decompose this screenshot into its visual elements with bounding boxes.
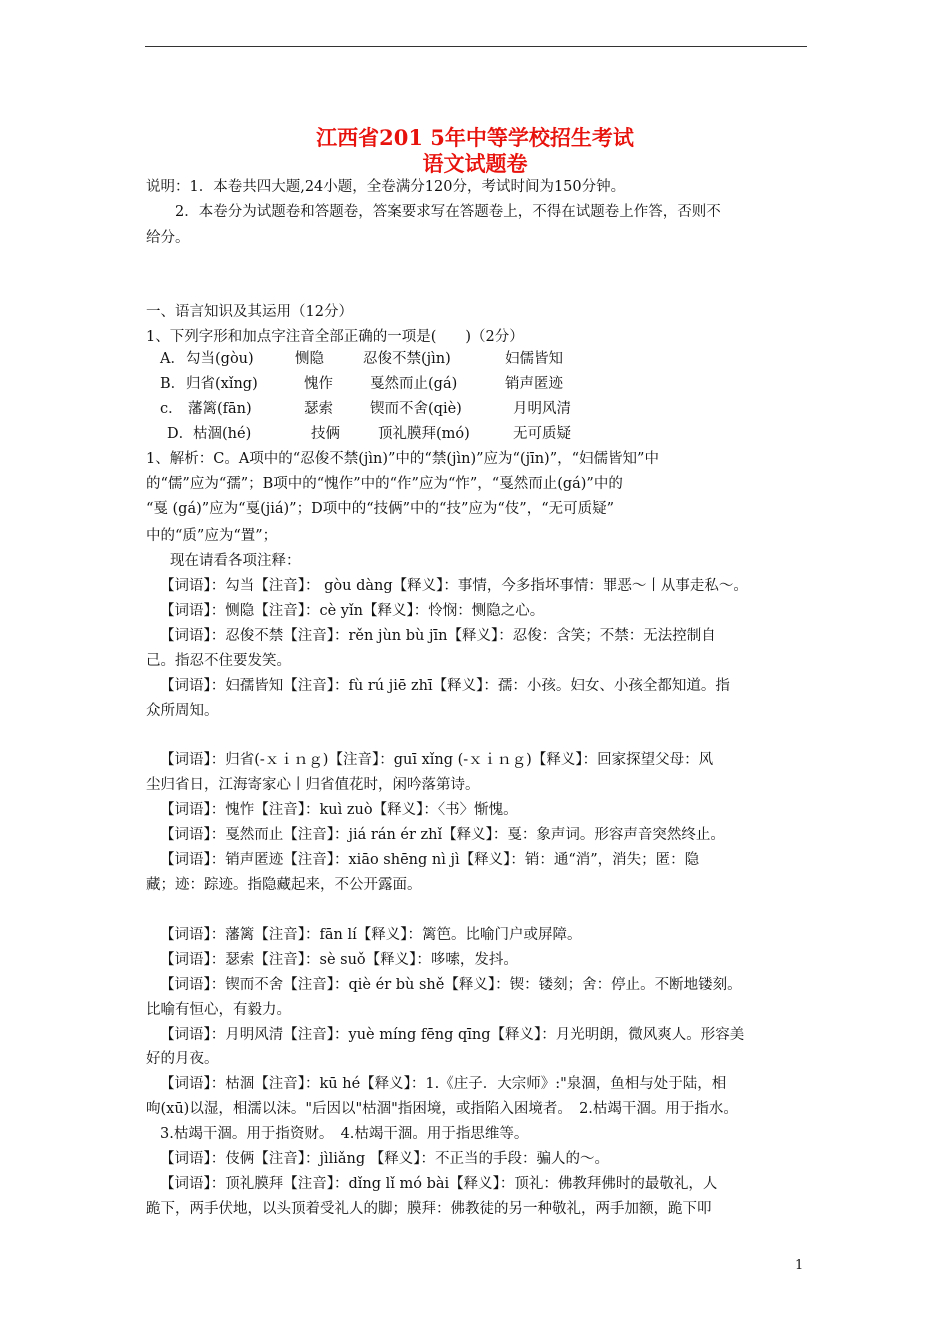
glossary-line: 【词语】：销声匿迹【注音】：xiāo shēng nì jì【释义】：销：通“消”，消失；匿：隐 [160, 852, 700, 868]
option-label: D． [167, 426, 194, 442]
glossary-line: 【词语】：顶礼膜拜【注音】：dǐng lǐ mó bài【释义】：顶礼：佛教拜佛时的最敬礼，人 [160, 1176, 718, 1192]
glossary-line: 己。指忍不住要发笑。 [146, 653, 291, 669]
glossary-line: 呴(xū)以湿，相濡以沫。"后因以"枯涸"指困境，或指陷入困境者。 2.枯竭干涸。用于指水。 [146, 1101, 738, 1117]
instruction-line: 给分。 [146, 230, 190, 246]
glossary-line: 好的月夜。 [146, 1051, 219, 1067]
exam-subtitle: 语文试题卷 [422, 151, 528, 176]
glossary-line: 【词语】：伎俩【注音】：jìliǎng 【释义】：不正当的手段：骗人的～。 [160, 1151, 610, 1167]
analysis-line: 的“儒”应为“孺”；B项中的“愧作”中的“作”应为“怍”，“戛然而止(gá)”中的 [146, 476, 623, 492]
option-item: 愧作 [304, 376, 333, 392]
question-stem: 1、下列字形和加点字注音全部正确的一项是( )（2分） [146, 329, 524, 345]
glossary-line: 众所周知。 [146, 703, 219, 719]
glossary-line: 【词语】：锲而不舍【注音】：qiè ér bù shě【释义】：锲：镂刻；舍：停止。不断地镂刻。 [160, 977, 742, 993]
instruction-line: 2．本卷分为试题卷和答题卷，答案要求写在答题卷上，不得在试题卷上作答，否则不 [175, 204, 721, 220]
option-item: 归省(xǐng) [186, 376, 258, 392]
option-item: 月明风清 [513, 401, 571, 417]
glossary-line: 【词语】：枯涸【注音】：kū hé【释义】：1.《庄子．大宗师》:"泉涸，鱼相与处于陆，相 [160, 1076, 727, 1092]
option-item: 瑟索 [304, 401, 333, 417]
glossary-line: 【词语】：忍俊不禁【注音】：rěn jùn bù jīn【释义】：忍俊：含笑；不禁：无法控制自 [160, 628, 716, 644]
glossary-line: 【词语】：恻隐【注音】：cè yǐn【释义】：怜悯：恻隐之心。 [160, 603, 545, 619]
glossary-line: 【词语】：藩篱【注音】：fān lí【释义】：篱笆。比喻门户或屏障。 [160, 927, 582, 943]
option-item: 枯涸(hé) [193, 426, 252, 442]
option-label: A． [160, 351, 185, 367]
option-label: c． [160, 401, 183, 417]
page-number: 1 [795, 1258, 804, 1273]
option-item: 藩篱(fān) [188, 401, 252, 417]
glossary-line: 3.枯竭干涸。用于指资财。 4.枯竭干涸。用于指思维等。 [160, 1126, 529, 1142]
glossary-line: 跪下，两手伏地，以头顶着受礼人的脚；膜拜：佛教徒的另一种敬礼，两手加额，跪下叩 [146, 1201, 712, 1217]
option-item: 戛然而止(gá) [370, 376, 458, 392]
option-item: 技俩 [311, 426, 340, 442]
glossary-line: 藏；迹：踪迹。指隐藏起来，不公开露面。 [146, 877, 422, 893]
glossary-line: 【词语】：归省(-ｘｉｎｇ)【注音】：guī xǐng (-ｘｉｎｇ)【释义】：回家探望父母：风 [160, 752, 714, 768]
glossary-line: 【词语】：瑟索【注音】：sè suǒ【释义】：哆嗦，发抖。 [160, 952, 518, 968]
analysis-line: 中的“质”应为“置”； [146, 528, 278, 544]
option-label: B． [160, 376, 186, 392]
option-item: 无可质疑 [513, 426, 571, 442]
glossary-line: 【词语】：戛然而止【注音】：jiá rán ér zhǐ【释义】：戛：象声词。形容声音突然终止。 [160, 827, 725, 843]
option-item: 勾当(gòu) [186, 351, 254, 367]
glossary-line: 【词语】：妇孺皆知【注音】：fù rú jiē zhī【释义】：孺：小孩。妇女、小孩全都知道。指 [160, 678, 730, 694]
header-rule [145, 46, 807, 47]
analysis-line: “戛 (gá)”应为“戛(jiá)”；D项中的“技俩”中的“技”应为“伎”，“无可质疑” [146, 501, 615, 517]
instruction-line: 说明：1．本卷共四大题,24小题，全卷满分120分，考试时间为150分钟。 [146, 179, 626, 195]
glossary-line: 尘归省日，江海寄家心丨归省值花时，闲吟落第诗。 [146, 777, 480, 793]
option-item: 恻隐 [295, 351, 324, 367]
section-heading: 一、语言知识及其运用（12分） [146, 304, 353, 320]
option-item: 顶礼膜拜(mó) [378, 426, 470, 442]
glossary-line: 【词语】：勾当【注音】： gòu dàng【释义】：事情，今多指坏事情：罪恶～丨从事走私～。 [160, 578, 748, 594]
option-item: 妇儒皆知 [505, 351, 563, 367]
option-item: 销声匿迹 [505, 376, 563, 392]
glossary-line: 【词语】：月明风清【注音】：yuè míng fēng qīng【释义】：月光明朗，微风爽人。形容美 [160, 1027, 745, 1043]
option-item: 忍俊不禁(jìn) [363, 351, 451, 367]
analysis-line: 现在请看各项注释： [170, 553, 301, 569]
glossary-line: 【词语】：愧怍【注音】：kuì zuò【释义】：〈书〉惭愧。 [160, 802, 518, 818]
option-item: 锲而不舍(qiè) [370, 401, 462, 417]
exam-title: 江西省201 5年中等学校招生考试 [316, 125, 634, 150]
glossary-line: 比喻有恒心，有毅力。 [146, 1002, 291, 1018]
analysis-line: 1、解析：C。A项中的“忍俊不禁(jìn)”中的“禁(jìn)”应为“(jīn)”，“妇儒皆知”中 [146, 451, 659, 467]
